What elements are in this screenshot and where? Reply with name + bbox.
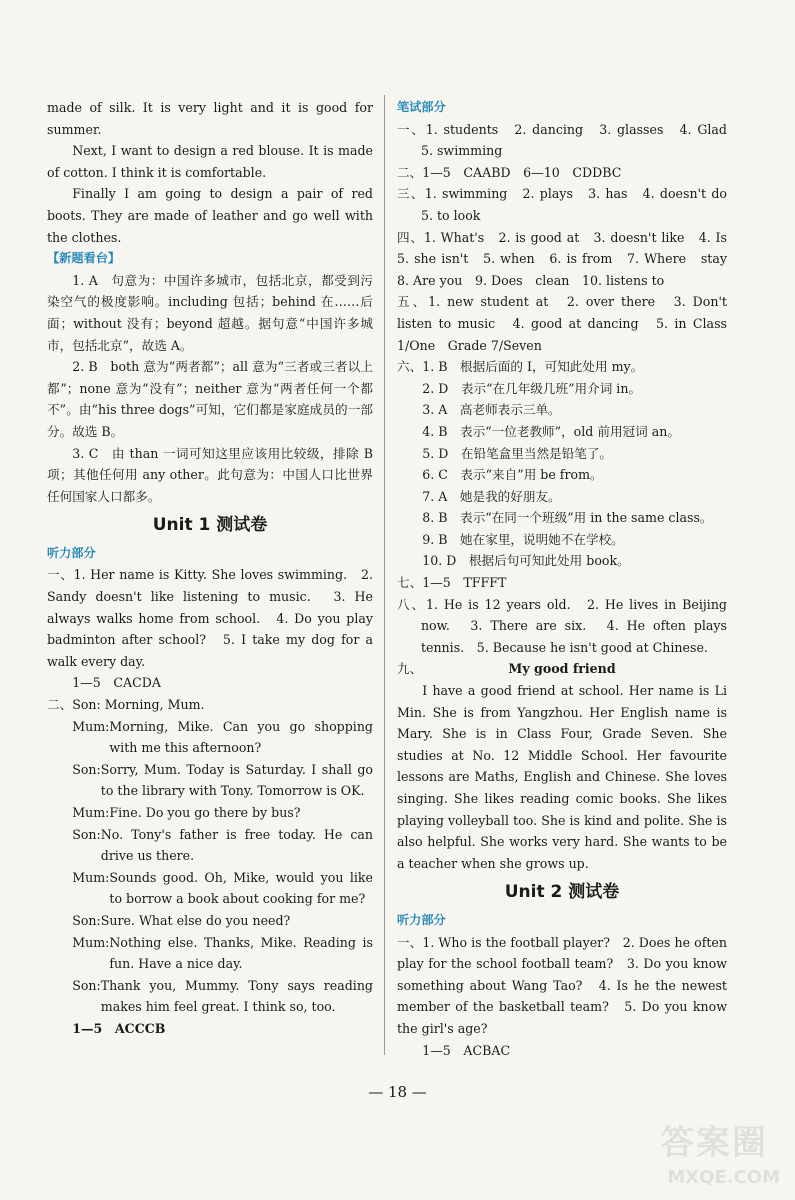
dialogue-line [47,910,373,932]
watermark-logo [660,1123,780,1191]
question-number: 九、 [397,661,423,677]
column-divider [384,95,385,1055]
dialogue-text: No. Tony's father is free today. He can drive us there. [100,826,373,864]
test-title: Unit 1 测试卷 [152,515,268,536]
dialogue-speaker: Mum: [72,869,110,885]
dialogue-line [47,802,373,824]
answer-line: 一、1. students 2. dancing 3. glasses 4. Glad 5. swimming [397,121,740,159]
dialogue-line [47,759,373,802]
dialogue-text: Morning, Mike. Can you go shopping with me this afternoon? [109,718,373,756]
dialogue-speaker: Son: [72,912,101,928]
composition-title: My good friend [508,661,616,677]
answer-line: 7. A 她是我的好朋友。 [422,488,561,504]
answer-line: 9. B 她在家里，说明她不在学校。 [422,531,624,547]
dialogue-line [47,867,373,910]
section-heading: 【新题看台】 [47,251,121,266]
text-paragraph: 一、1. Who is the football player? 2. Does he often play for the school football team? 3. Do you know something about Wang Tao? 4. Is he the newest member of the basketball team? 5. Do you know the girl's age? [397,934,727,1036]
text-paragraph: 一、1. Her name is Kitty. She loves swimming. 2. Sandy doesn't like listening to music. 3. He always walks home from school. 4. Do you play badminton after school? 5. I take my dog for a walk every day. [47,567,373,669]
dialogue-text: Sure. What else do you need? [100,912,291,928]
answer-line: Next, I want to design a red blouse. It is made of cotton. I think it is comfortable. [47,143,373,180]
dialogue-line [47,824,373,867]
section-heading: 听力部分 [397,912,446,927]
watermark-url: MXQE.COM [667,1167,780,1189]
composition-heading [397,658,727,680]
text-paragraph: made of silk. It is very light and it is good for summer. [47,100,373,137]
right-column [397,97,740,1061]
dialogue-text: Sorry, Mum. Today is Saturday. I shall go to the library with Tony. Tomorrow is OK. [100,761,373,799]
dialogue-speaker: Mum: [72,934,110,950]
answer-line: 6. C 表示“来自”用 be from。 [422,467,603,483]
dialogue-text: Sounds good. Oh, Mike, would you like to borrow a book about cooking for me? [109,869,373,907]
text-paragraph: 四、1. What's 2. is good at 3. doesn't like 4. Is 5. she isn't 5. when 6. is from 7. Where stay 8. Are you 9. Does clean 10. listens to [397,229,740,288]
dialogue-text: Fine. Do you go there by bus? [109,805,301,820]
answer-line: 3. A 高老师表示三单。 [422,402,561,418]
text-paragraph: 七、1—5 TFFFT [397,575,507,591]
answer-line: 1—5 ACBAC [422,1042,511,1058]
test-title: Unit 2 测试卷 [504,882,620,903]
page-number: — 18 — [368,1083,427,1101]
answer-line: 1—5 ACCCB [72,1020,166,1036]
text-paragraph: 二、Son: Morning, Mum. [47,697,205,713]
answer-line: 4. B 表示“一位老教师”，old 前用冠词 an。 [422,423,680,439]
dialogue-speaker: Son: [72,826,101,842]
section-heading: 听力部分 [47,545,96,560]
answer-line: 2. B both 意为“两者都”；all 意为“三者或三者以上都”；none 意为“没有”；neither 意为“两者任何一个都不”。由“his three dogs”可知，它们都是家庭成员的一部分。故选 B。 [47,359,373,439]
answer-line: 三、1. swimming 2. plays 3. has 4. doesn't do 5. to look [397,186,740,223]
dialogue-speaker: Mum: [72,718,110,734]
text-paragraph: 六、1. B 根据后面的 I，可知此处用 my。 [397,359,644,375]
answer-line: 3. C 由 than 一词可知这里应该用比较级，排除 B 项；其他任何用 any other。此句意为：中国人口比世界任何国家人口都多。 [47,445,373,504]
dialogue-line [47,975,373,1018]
text-paragraph: 五、1. new student at 2. over there 3. Don't listen to music 4. good at dancing 5. in Class 1/One Grade 7/Seven [397,294,727,353]
dialogue-line [47,932,373,975]
dialogue-speaker: Son: [72,977,101,993]
dialogue-speaker: Mum: [72,805,110,820]
answer-line: 2. D 表示“在几年级几班”用介词 in。 [422,380,642,396]
watermark-text: 答案圈 [660,1123,768,1163]
dialogue-text: Nothing else. Thanks, Mike. Reading is fun. Have a nice day. [109,934,373,972]
dialogue-line [47,716,373,759]
answer-line: 10. D 根据后句可知此处用 book。 [422,553,630,569]
answer-line: 八、1. He is 12 years old. 2. He lives in Beijing now. 3. There are six. 4. He often plays tennis. 5. Because he isn't good at Chinese. [397,596,727,655]
left-column [47,97,373,1040]
answer-line: 8. B 表示“在同一个班级”用 in the same class。 [422,510,713,526]
answer-line: 1—5 CACDA [72,675,161,691]
answer-line: 5. D 在铅笔盒里当然是铅笔了。 [422,445,613,461]
dialogue-text: Thank you, Mummy. Tony says reading makes him feel great. I think so, too. [100,977,373,1015]
answer-line: Finally I am going to design a pair of red boots. They are made of leather and go well with the clothes. [47,186,373,245]
answer-line: 1. A 句意为：中国许多城市，包括北京，都受到污染空气的极度影响。including 包括；behind 在……后面；without 没有；beyond 超越。据句意“中国许多城市，包括北京”，故选 A。 [47,272,373,353]
text-paragraph: 二、1—5 CAABD 6—10 CDDBC [397,164,622,180]
section-heading: 笔试部分 [397,100,446,114]
dialogue-speaker: Son: [72,761,101,777]
answer-line: I have a good friend at school. Her name is Li Min. She is from Yangzhou. Her English name is Mary. She is in Class Four, Grade Seven. She studies at No. 12 Middle School. Her favourite lessons are Maths, English and Chinese. She loves singing. She likes reading comic books. She likes playing volleyball too. She is kind and polite. She is also helpful. She works very hard. She wants to be a teacher when she grows up. [397,683,727,871]
